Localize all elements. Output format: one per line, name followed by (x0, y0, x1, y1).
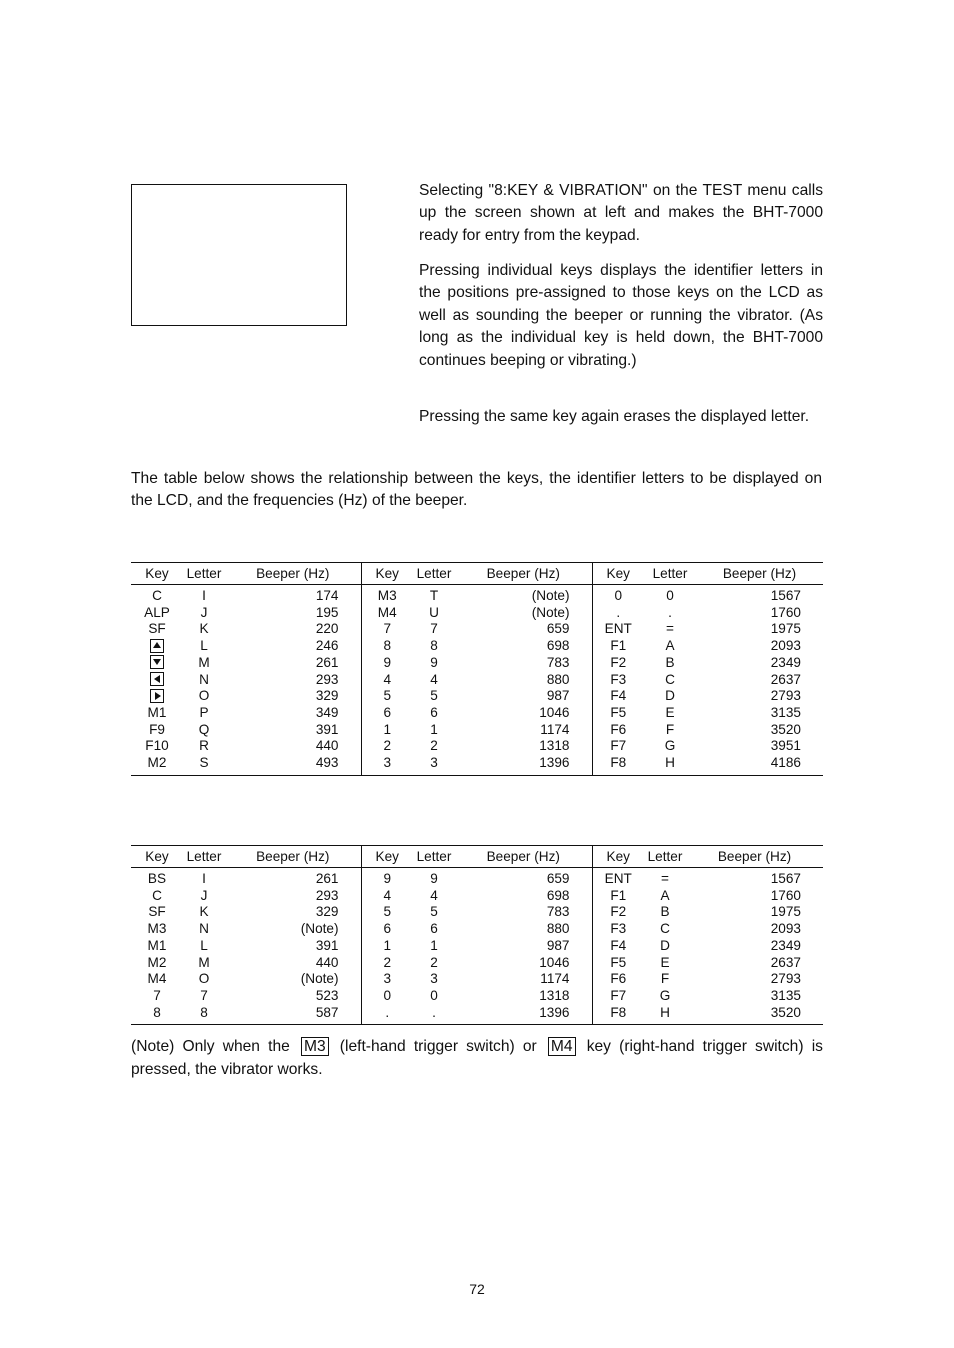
key-cell: 0 (383, 987, 392, 1003)
key-cell: F8 (592, 1005, 644, 1025)
key-cell: ALP (144, 604, 170, 620)
letter-cell: 7 (430, 621, 438, 637)
beeper-hz-cell: 1567 (770, 871, 801, 886)
letter-cell: L (200, 937, 208, 953)
beeper-hz-cell: 246 (225, 638, 361, 655)
key-cell: BS (147, 871, 167, 886)
key-cell: 5 (383, 904, 392, 920)
letter-cell: 9 (430, 871, 438, 886)
column-header-letter: Letter (183, 846, 225, 868)
beeper-hz-cell: 3135 (770, 987, 801, 1003)
beeper-hz-cell: 783 (455, 904, 592, 921)
letter-cell: 0 (666, 588, 674, 603)
letter-cell: 6 (430, 921, 438, 937)
letter-cell: 1 (430, 937, 438, 953)
key-cell: 4 (383, 671, 392, 687)
letter-cell: N (199, 921, 209, 937)
letter-cell: M (198, 654, 210, 670)
key-cell: 1 (383, 937, 392, 953)
key-cell: . (616, 604, 621, 620)
key-cell: M4 (147, 971, 167, 987)
key-cell: F4 (610, 688, 627, 704)
column-header-letter: Letter (413, 846, 455, 868)
letter-cell: 2 (430, 954, 438, 970)
beeper-hz-cell: 987 (455, 688, 592, 705)
key-cell: M4 (377, 604, 397, 620)
letter-cell: O (198, 971, 210, 987)
up-arrow-key-icon (150, 639, 164, 653)
column-header-beeper: Beeper (Hz) (455, 846, 592, 868)
note-middle: (left-hand trigger switch) or (339, 1038, 537, 1055)
column-header-key: Key (131, 846, 183, 868)
letter-cell: L (200, 638, 208, 654)
key-cell: 4 (383, 887, 392, 903)
beeper-hz-cell: 659 (455, 621, 592, 638)
table-row (131, 722, 823, 739)
beeper-hz-cell: 329 (225, 688, 361, 705)
beeper-hz-cell: 174 (225, 585, 361, 605)
key-cell: 1 (383, 721, 392, 737)
letter-cell: I (202, 588, 206, 603)
column-header-key: Key (361, 563, 413, 585)
beeper-hz-cell: 3951 (770, 738, 801, 754)
letter-cell: Q (198, 721, 210, 737)
beeper-hz-cell: 2093 (770, 638, 801, 654)
column-header-letter: Letter (183, 563, 225, 585)
letter-cell: 4 (430, 671, 438, 687)
beeper-hz-cell: 659 (455, 868, 592, 888)
beeper-hz-cell: 261 (225, 868, 361, 888)
letter-cell: T (429, 588, 439, 603)
key-cell: F5 (610, 954, 627, 970)
m3-key-label: M3 (301, 1037, 329, 1056)
note-suffix: key (right-hand trigger switch) is pressed, the vibrator works. (131, 1038, 823, 1078)
letter-cell: D (665, 688, 675, 704)
letter-cell: . (413, 1005, 455, 1025)
beeper-hz-cell: 2093 (770, 921, 801, 937)
page-number: 72 (469, 1281, 485, 1297)
letter-cell: 3 (430, 971, 438, 987)
key-cell: ENT (604, 621, 632, 637)
letter-cell: 5 (430, 904, 438, 920)
letter-cell: N (199, 671, 209, 687)
letter-cell: A (660, 887, 670, 903)
table-row (131, 868, 823, 888)
beeper-hz-cell: 440 (225, 738, 361, 755)
letter-cell: G (664, 738, 676, 754)
key-cell: F2 (610, 654, 627, 670)
table-row (131, 672, 823, 689)
beeper-hz-cell: 880 (455, 672, 592, 689)
letter-cell: A (665, 638, 675, 654)
beeper-hz-cell: 349 (225, 705, 361, 722)
beeper-hz-cell: 195 (225, 605, 361, 622)
beeper-hz-cell: 1760 (770, 604, 801, 620)
column-header-letter: Letter (644, 563, 696, 585)
key-cell: F8 (592, 755, 644, 775)
table-row (131, 921, 823, 938)
key-cell (131, 638, 183, 655)
letter-cell: 2 (430, 738, 438, 754)
beeper-hz-cell: 1975 (770, 621, 801, 637)
key-cell: C (152, 588, 162, 603)
beeper-hz-cell: 587 (225, 1005, 361, 1025)
key-cell: 7 (153, 987, 161, 1003)
beeper-hz-cell: 391 (225, 938, 361, 955)
column-header-key: Key (592, 846, 644, 868)
key-cell: F10 (145, 738, 169, 754)
key-cell: SF (148, 904, 166, 920)
beeper-hz-cell: 1396 (455, 1005, 592, 1025)
key-cell: 8 (131, 1005, 183, 1025)
beeper-hz-cell: 1318 (455, 738, 592, 755)
letter-cell: 0 (430, 987, 438, 1003)
table-row (131, 638, 823, 655)
key-cell: 7 (383, 621, 392, 637)
key-cell: F7 (610, 987, 627, 1003)
letter-cell: U (429, 604, 439, 620)
column-header-letter: Letter (644, 846, 686, 868)
beeper-hz-cell: 293 (225, 888, 361, 905)
letter-cell: P (199, 704, 209, 720)
letter-cell: 7 (200, 987, 208, 1003)
note-prefix: (Note) Only when the (131, 1038, 290, 1055)
letter-cell: 8 (430, 638, 438, 654)
table-row (131, 705, 823, 722)
beeper-hz-cell: 2349 (770, 654, 801, 670)
beeper-hz-cell: 220 (225, 621, 361, 638)
key-cell: F7 (610, 738, 627, 754)
beeper-hz-cell: 1760 (770, 887, 801, 903)
key-cell: 2 (383, 954, 392, 970)
key-cell: 3 (361, 755, 413, 775)
key-cell: M2 (147, 954, 167, 970)
table-description: The table below shows the relationship between the keys, the identifier letters to be displayed on the LCD, and the frequencies (Hz) of the beeper. (131, 470, 822, 510)
beeper-hz-cell: 1174 (455, 971, 592, 988)
letter-cell: F (660, 971, 670, 987)
table-row (131, 688, 823, 705)
letter-cell: C (665, 671, 675, 687)
letter-cell: B (660, 904, 670, 920)
beeper-hz-cell: 3520 (770, 721, 801, 737)
beeper-hz-cell: 329 (225, 904, 361, 921)
key-cell: F1 (610, 887, 627, 903)
left-arrow-key-icon (150, 672, 164, 686)
beeper-hz-cell: 2793 (770, 688, 801, 704)
beeper-hz-cell: 1975 (770, 904, 801, 920)
letter-cell: 4 (430, 887, 438, 903)
table-row (131, 655, 823, 672)
beeper-hz-cell: 987 (455, 938, 592, 955)
beeper-hz-cell: 1046 (455, 705, 592, 722)
column-header-key: Key (592, 563, 644, 585)
letter-cell: E (665, 704, 675, 720)
beeper-hz-cell: 1396 (455, 755, 592, 775)
key-cell: F9 (149, 721, 165, 737)
beeper-hz-cell: 493 (225, 755, 361, 775)
beeper-hz-cell: 698 (455, 638, 592, 655)
beeper-hz-cell: 698 (455, 888, 592, 905)
key-cell: M3 (377, 588, 397, 603)
letter-cell: 1 (430, 721, 438, 737)
letter-cell: M (198, 954, 210, 970)
table-row (131, 955, 823, 972)
beeper-hz-cell: 3520 (686, 1005, 823, 1025)
key-cell: M2 (131, 755, 183, 775)
column-header-letter: Letter (413, 563, 455, 585)
right-arrow-key-icon (150, 689, 164, 703)
beeper-hz-cell: 2793 (770, 971, 801, 987)
letter-cell: 3 (413, 755, 455, 775)
key-frequency-table-1 (131, 562, 823, 776)
column-header-beeper: Beeper (Hz) (455, 563, 592, 585)
beeper-hz-cell: 2637 (770, 671, 801, 687)
column-header-beeper: Beeper (Hz) (696, 563, 823, 585)
intro-paragraph-1: Selecting "8:KEY & VIBRATION" on the TEST menu calls up the screen shown at left and makes the BHT-7000 ready for entry from the keypad. (419, 182, 823, 244)
key-cell: ENT (604, 871, 632, 886)
beeper-hz-cell: (Note) (225, 921, 361, 938)
letter-cell: R (199, 738, 209, 754)
key-cell: 6 (383, 921, 392, 937)
column-header-beeper: Beeper (Hz) (686, 846, 823, 868)
letter-cell: 6 (430, 704, 438, 720)
down-arrow-key-icon (150, 655, 164, 669)
key-cell: 9 (383, 654, 392, 670)
key-cell (131, 655, 183, 672)
letter-cell: 8 (183, 1005, 225, 1025)
letter-cell: = (661, 871, 669, 886)
letter-cell: I (202, 871, 206, 886)
letter-cell: = (666, 621, 674, 637)
table-row (131, 888, 823, 905)
beeper-hz-cell: 440 (225, 955, 361, 972)
vibrator-note (131, 1036, 823, 1081)
table-header-row (131, 563, 823, 585)
key-cell: 9 (383, 871, 392, 886)
letter-cell: J (200, 604, 208, 620)
letter-cell: F (665, 721, 675, 737)
key-cell: M1 (147, 937, 167, 953)
letter-cell: O (198, 688, 210, 704)
key-frequency-table-2 (131, 845, 823, 1025)
letter-cell: D (660, 937, 670, 953)
beeper-hz-cell: 2637 (770, 954, 801, 970)
key-cell: 8 (383, 638, 392, 654)
key-cell: C (152, 887, 162, 903)
letter-cell: H (644, 1005, 686, 1025)
beeper-hz-cell: 1567 (770, 588, 801, 603)
table-row (131, 755, 823, 775)
column-header-beeper: Beeper (Hz) (225, 563, 361, 585)
column-header-key: Key (361, 846, 413, 868)
letter-cell: K (199, 904, 209, 920)
table-row (131, 971, 823, 988)
key-cell: F3 (610, 921, 627, 937)
beeper-hz-cell: 2349 (770, 937, 801, 953)
lcd-screen-placeholder (131, 184, 347, 326)
key-cell: F5 (610, 704, 627, 720)
key-cell: SF (148, 621, 166, 637)
beeper-hz-cell: 261 (225, 655, 361, 672)
letter-cell: 9 (430, 654, 438, 670)
column-header-key: Key (131, 563, 183, 585)
beeper-hz-cell: 1174 (455, 722, 592, 739)
key-cell: F1 (610, 638, 627, 654)
key-cell: 3 (383, 971, 392, 987)
beeper-hz-cell: (Note) (455, 585, 592, 605)
beeper-hz-cell: 523 (225, 988, 361, 1005)
key-cell: F4 (610, 937, 627, 953)
key-cell: F2 (610, 904, 627, 920)
letter-cell: G (659, 987, 671, 1003)
beeper-hz-cell: 293 (225, 672, 361, 689)
table-row (131, 605, 823, 622)
beeper-hz-cell: 880 (455, 921, 592, 938)
key-cell: F3 (610, 671, 627, 687)
table-row (131, 621, 823, 638)
key-cell: M3 (147, 921, 167, 937)
letter-cell: B (665, 654, 675, 670)
letter-cell: S (183, 755, 225, 775)
key-cell: 2 (383, 738, 392, 754)
beeper-hz-cell: 1046 (455, 955, 592, 972)
table-row (131, 738, 823, 755)
beeper-hz-cell: (Note) (455, 605, 592, 622)
letter-cell: . (668, 604, 672, 620)
key-cell: M1 (147, 704, 167, 720)
letter-cell: H (644, 755, 696, 775)
column-header-beeper: Beeper (Hz) (225, 846, 361, 868)
key-cell (131, 688, 183, 705)
key-cell: 0 (614, 588, 623, 603)
table-row (131, 988, 823, 1005)
letter-cell: K (199, 621, 209, 637)
table-row (131, 1005, 823, 1025)
letter-cell: C (660, 921, 670, 937)
table-row (131, 904, 823, 921)
m4-key-label: M4 (548, 1037, 576, 1056)
key-cell: 5 (383, 688, 392, 704)
intro-paragraph-3: Pressing the same key again erases the displayed letter. (419, 408, 810, 425)
letter-cell: 5 (430, 688, 438, 704)
key-cell: F6 (610, 971, 627, 987)
key-cell: F6 (610, 721, 627, 737)
table-row (131, 585, 823, 605)
beeper-hz-cell: 3135 (770, 704, 801, 720)
beeper-hz-cell: 783 (455, 655, 592, 672)
letter-cell: E (660, 954, 670, 970)
key-cell: 6 (383, 704, 392, 720)
intro-paragraph-2: Pressing individual keys displays the identifier letters in the positions pre-assigned to those keys on the LCD as well as sounding the beeper or running the vibrator. (As long as the individual key is held down, the BHT-7000 continues beeping or vibrating.) (419, 262, 823, 369)
beeper-hz-cell: 391 (225, 722, 361, 739)
key-cell: . (361, 1005, 413, 1025)
letter-cell: J (200, 887, 208, 903)
beeper-hz-cell: 1318 (455, 988, 592, 1005)
beeper-hz-cell: (Note) (225, 971, 361, 988)
table-header-row (131, 846, 823, 868)
table-row (131, 938, 823, 955)
beeper-hz-cell: 4186 (696, 755, 823, 775)
key-cell (131, 672, 183, 689)
